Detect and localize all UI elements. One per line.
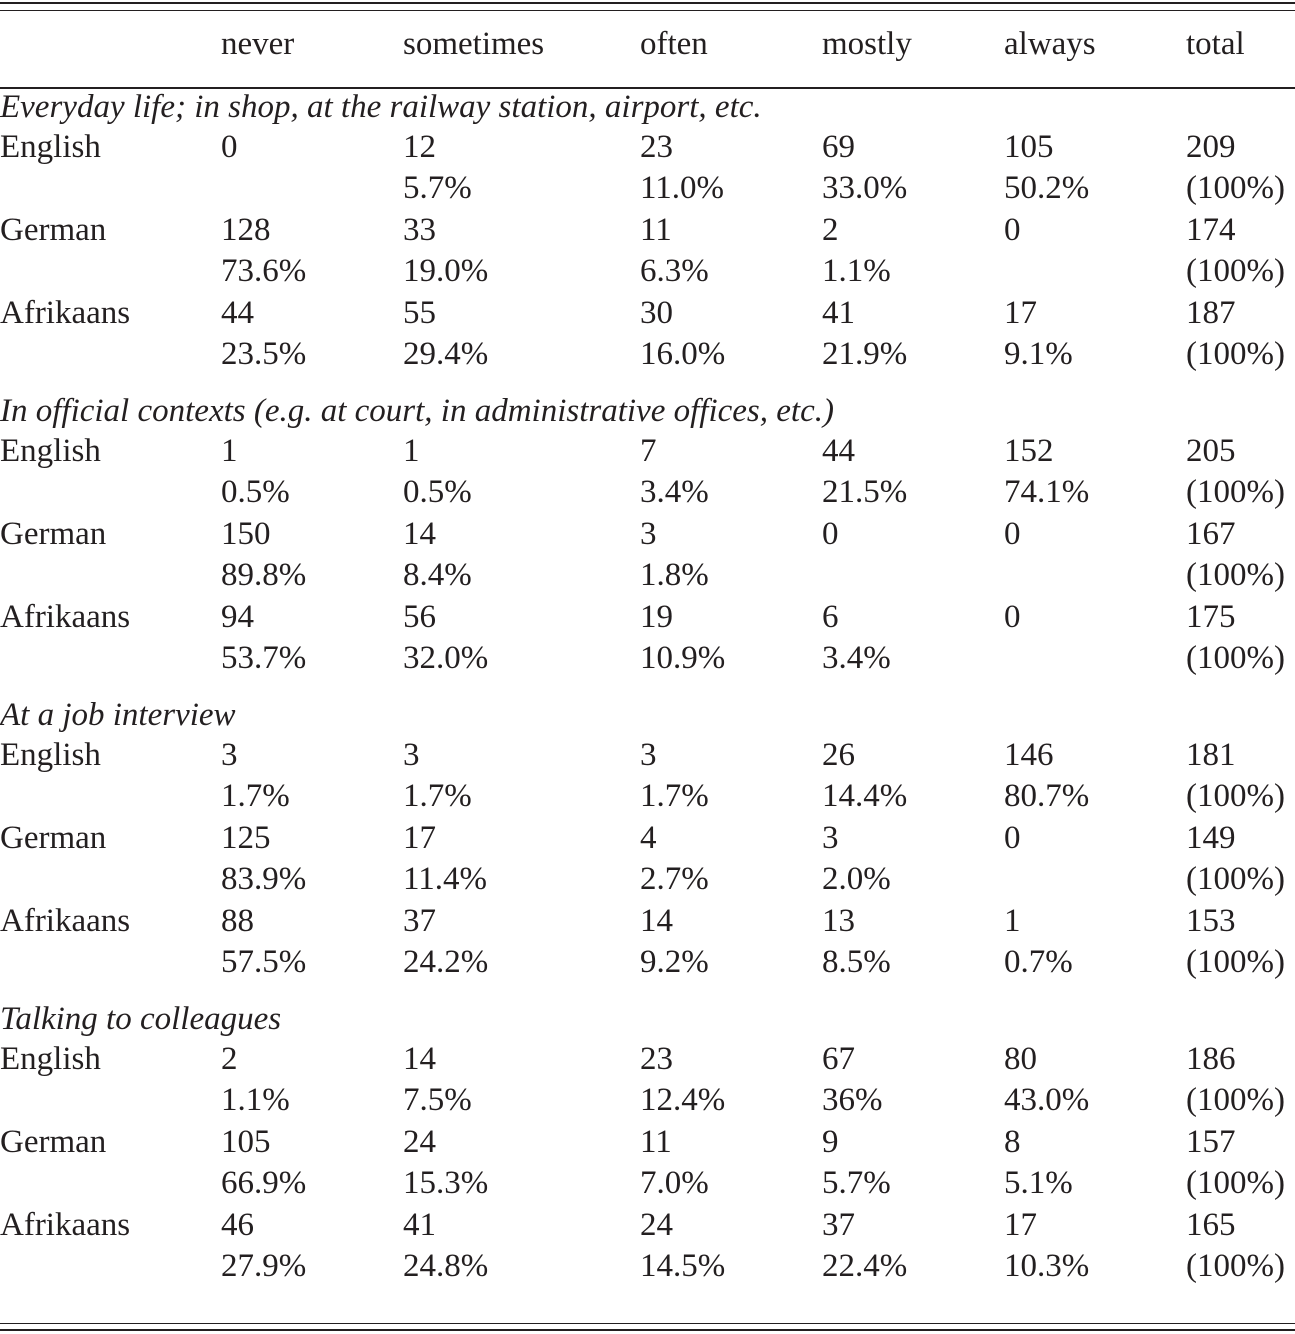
empty-cell xyxy=(0,251,221,292)
count-never: 88 xyxy=(221,903,254,939)
percent-mostly: 8.5% xyxy=(822,944,891,980)
count-total: 174 xyxy=(1186,212,1236,248)
empty-cell xyxy=(0,776,221,817)
count-sometimes: 24 xyxy=(403,1124,436,1160)
count-sometimes: 1 xyxy=(403,433,420,469)
percent-always: 74.1% xyxy=(1004,474,1090,510)
percent-mostly xyxy=(822,555,1004,596)
percent-total: (100%) xyxy=(1186,557,1285,593)
table-row-percentages xyxy=(0,472,1295,513)
count-mostly: 13 xyxy=(822,903,855,939)
table-row-counts xyxy=(0,817,1295,859)
percent-often: 10.9% xyxy=(640,640,726,676)
table-row-percentages xyxy=(0,859,1295,900)
percent-always: 50.2% xyxy=(1004,170,1090,206)
percent-sometimes: 11.4% xyxy=(403,861,488,897)
percent-never: 89.8% xyxy=(221,557,307,593)
count-mostly: 67 xyxy=(822,1041,855,1077)
count-often: 7 xyxy=(640,433,657,469)
count-never: 3 xyxy=(221,737,238,773)
percent-never: 27.9% xyxy=(221,1248,307,1284)
percent-mostly: 5.7% xyxy=(822,1165,891,1201)
count-total: 157 xyxy=(1186,1124,1236,1160)
header-often: often xyxy=(640,26,708,62)
count-mostly: 3 xyxy=(822,820,839,856)
section-gap xyxy=(0,679,1295,696)
percent-mostly: 22.4% xyxy=(822,1248,908,1284)
percent-total: (100%) xyxy=(1186,170,1285,206)
table-row-percentages xyxy=(0,555,1295,596)
table-row-percentages xyxy=(0,638,1295,679)
count-always: 0 xyxy=(1004,599,1021,635)
empty-cell xyxy=(0,638,221,679)
count-sometimes: 14 xyxy=(403,1041,436,1077)
percent-sometimes: 8.4% xyxy=(403,557,472,593)
percent-often: 7.0% xyxy=(640,1165,709,1201)
count-total: 167 xyxy=(1186,516,1236,552)
section-title: Everyday life; in shop, at the railway station, airport, etc. xyxy=(0,89,762,125)
percent-sometimes: 0.5% xyxy=(403,474,472,510)
count-always: 0 xyxy=(1004,516,1021,552)
percent-mostly: 14.4% xyxy=(822,778,908,814)
count-always: 146 xyxy=(1004,737,1054,773)
percent-always: 9.1% xyxy=(1004,336,1073,372)
percent-always xyxy=(1004,859,1186,900)
count-always: 80 xyxy=(1004,1041,1037,1077)
count-always: 152 xyxy=(1004,433,1054,469)
count-mostly: 69 xyxy=(822,129,855,165)
count-sometimes: 14 xyxy=(403,516,436,552)
section-title: At a job interview xyxy=(0,697,236,733)
percent-often: 6.3% xyxy=(640,253,709,289)
language-label: Afrikaans xyxy=(0,903,131,939)
percent-total: (100%) xyxy=(1186,1082,1285,1118)
count-never: 44 xyxy=(221,295,254,331)
empty-cell xyxy=(0,168,221,209)
table-row-counts xyxy=(0,292,1295,334)
table-row-percentages xyxy=(0,1080,1295,1121)
count-never: 94 xyxy=(221,599,254,635)
count-mostly: 37 xyxy=(822,1207,855,1243)
table-row-counts xyxy=(0,900,1295,942)
count-never: 128 xyxy=(221,212,271,248)
percent-often: 3.4% xyxy=(640,474,709,510)
percent-often: 11.0% xyxy=(640,170,725,206)
percent-often: 16.0% xyxy=(640,336,726,372)
percent-often: 1.8% xyxy=(640,557,709,593)
percent-total: (100%) xyxy=(1186,474,1285,510)
language-label: German xyxy=(0,516,107,552)
section-title-row xyxy=(0,1000,1295,1038)
gap-cell xyxy=(0,679,1295,696)
count-total: 205 xyxy=(1186,433,1236,469)
count-mostly: 2 xyxy=(822,212,839,248)
percent-always: 43.0% xyxy=(1004,1082,1090,1118)
empty-cell xyxy=(0,1080,221,1121)
percent-never: 23.5% xyxy=(221,336,307,372)
percent-sometimes: 1.7% xyxy=(403,778,472,814)
table-row-counts xyxy=(0,596,1295,638)
percent-always xyxy=(1004,251,1186,292)
count-sometimes: 17 xyxy=(403,820,436,856)
empty-cell xyxy=(0,472,221,513)
percent-total: (100%) xyxy=(1186,253,1285,289)
count-total: 187 xyxy=(1186,295,1236,331)
count-sometimes: 37 xyxy=(403,903,436,939)
percent-sometimes: 32.0% xyxy=(403,640,489,676)
header-row xyxy=(0,0,1295,88)
percent-always: 0.7% xyxy=(1004,944,1073,980)
table-row-counts xyxy=(0,1121,1295,1163)
percent-often: 14.5% xyxy=(640,1248,726,1284)
section-title-row xyxy=(0,88,1295,126)
percent-always: 5.1% xyxy=(1004,1165,1073,1201)
section-title-row xyxy=(0,392,1295,430)
table-row-counts xyxy=(0,513,1295,555)
table-row-counts xyxy=(0,209,1295,251)
header-total: total xyxy=(1186,26,1245,62)
count-mostly: 9 xyxy=(822,1124,839,1160)
percent-total: (100%) xyxy=(1186,336,1285,372)
language-label: English xyxy=(0,129,101,165)
language-label: German xyxy=(0,1124,107,1160)
table-row-percentages xyxy=(0,334,1295,375)
table-row-counts xyxy=(0,734,1295,776)
percent-sometimes: 29.4% xyxy=(403,336,489,372)
count-often: 23 xyxy=(640,1041,673,1077)
count-often: 24 xyxy=(640,1207,673,1243)
gap-cell xyxy=(0,375,1295,392)
language-label: German xyxy=(0,820,107,856)
count-sometimes: 41 xyxy=(403,1207,436,1243)
percent-never: 1.7% xyxy=(221,778,290,814)
percent-never: 83.9% xyxy=(221,861,307,897)
count-total: 153 xyxy=(1186,903,1236,939)
percent-always xyxy=(1004,638,1186,679)
percent-often: 2.7% xyxy=(640,861,709,897)
percent-mostly: 1.1% xyxy=(822,253,891,289)
header-always: always xyxy=(1004,26,1096,62)
table-row-percentages xyxy=(0,776,1295,817)
count-never: 125 xyxy=(221,820,271,856)
percent-mostly: 33.0% xyxy=(822,170,908,206)
table-row-counts xyxy=(0,1038,1295,1080)
count-often: 23 xyxy=(640,129,673,165)
count-total: 175 xyxy=(1186,599,1236,635)
table-row-counts xyxy=(0,1204,1295,1246)
count-often: 11 xyxy=(640,1124,672,1160)
count-mostly: 44 xyxy=(822,433,855,469)
count-always: 8 xyxy=(1004,1124,1021,1160)
percent-sometimes: 19.0% xyxy=(403,253,489,289)
table-row-percentages xyxy=(0,1163,1295,1204)
count-total: 186 xyxy=(1186,1041,1236,1077)
percent-total: (100%) xyxy=(1186,778,1285,814)
language-label: Afrikaans xyxy=(0,1207,131,1243)
count-never: 2 xyxy=(221,1041,238,1077)
percent-mostly: 36% xyxy=(822,1082,883,1118)
percent-never: 57.5% xyxy=(221,944,307,980)
percent-sometimes: 5.7% xyxy=(403,170,472,206)
count-sometimes: 55 xyxy=(403,295,436,331)
section-title-row xyxy=(0,696,1295,734)
percent-never: 66.9% xyxy=(221,1165,307,1201)
count-always: 17 xyxy=(1004,1207,1037,1243)
percent-always xyxy=(1004,555,1186,596)
count-never: 46 xyxy=(221,1207,254,1243)
percent-sometimes: 24.8% xyxy=(403,1248,489,1284)
percent-total: (100%) xyxy=(1186,944,1285,980)
percent-often: 9.2% xyxy=(640,944,709,980)
percent-never: 53.7% xyxy=(221,640,307,676)
count-always: 105 xyxy=(1004,129,1054,165)
count-often: 11 xyxy=(640,212,672,248)
count-often: 3 xyxy=(640,737,657,773)
empty-cell xyxy=(0,859,221,900)
percent-mostly: 2.0% xyxy=(822,861,891,897)
count-sometimes: 56 xyxy=(403,599,436,635)
percent-never: 73.6% xyxy=(221,253,307,289)
count-often: 19 xyxy=(640,599,673,635)
section-gap xyxy=(0,375,1295,392)
language-label: Afrikaans xyxy=(0,295,131,331)
table-row-percentages xyxy=(0,942,1295,983)
count-total: 149 xyxy=(1186,820,1236,856)
language-label: English xyxy=(0,737,101,773)
table-row-percentages xyxy=(0,1246,1295,1287)
count-often: 4 xyxy=(640,820,657,856)
count-never: 1 xyxy=(221,433,238,469)
count-never: 150 xyxy=(221,516,271,552)
percent-total: (100%) xyxy=(1186,640,1285,676)
language-label: English xyxy=(0,1041,101,1077)
table-row-percentages xyxy=(0,251,1295,292)
count-sometimes: 33 xyxy=(403,212,436,248)
language-label: Afrikaans xyxy=(0,599,131,635)
empty-cell xyxy=(0,942,221,983)
count-always: 1 xyxy=(1004,903,1021,939)
count-sometimes: 3 xyxy=(403,737,420,773)
percent-always: 10.3% xyxy=(1004,1248,1090,1284)
language-label: German xyxy=(0,212,107,248)
count-never: 0 xyxy=(221,129,238,165)
percent-often: 1.7% xyxy=(640,778,709,814)
empty-cell xyxy=(0,555,221,596)
count-mostly: 26 xyxy=(822,737,855,773)
table-row-counts xyxy=(0,126,1295,168)
table-row-counts xyxy=(0,430,1295,472)
header-mostly: mostly xyxy=(822,26,912,62)
percent-total: (100%) xyxy=(1186,1165,1285,1201)
percent-never: 1.1% xyxy=(221,1082,290,1118)
percent-always: 80.7% xyxy=(1004,778,1090,814)
header-blank xyxy=(0,0,221,88)
count-never: 105 xyxy=(221,1124,271,1160)
percent-sometimes: 7.5% xyxy=(403,1082,472,1118)
header-never: never xyxy=(221,26,295,62)
percent-often: 12.4% xyxy=(640,1082,726,1118)
percent-never xyxy=(221,168,403,209)
empty-cell xyxy=(0,334,221,375)
bottom-rule-thin xyxy=(0,1323,1295,1324)
percent-total: (100%) xyxy=(1186,861,1285,897)
count-total: 209 xyxy=(1186,129,1236,165)
table-row-percentages xyxy=(0,168,1295,209)
percent-never: 0.5% xyxy=(221,474,290,510)
count-mostly: 6 xyxy=(822,599,839,635)
empty-cell xyxy=(0,1163,221,1204)
header-sometimes: sometimes xyxy=(403,26,545,62)
percent-mostly: 21.5% xyxy=(822,474,908,510)
count-always: 17 xyxy=(1004,295,1037,331)
bottom-rule-thick xyxy=(0,1329,1295,1331)
percent-mostly: 3.4% xyxy=(822,640,891,676)
empty-cell xyxy=(0,1246,221,1287)
count-always: 0 xyxy=(1004,212,1021,248)
percent-total: (100%) xyxy=(1186,1248,1285,1284)
count-total: 165 xyxy=(1186,1207,1236,1243)
section-title: Talking to colleagues xyxy=(0,1001,282,1037)
count-often: 3 xyxy=(640,516,657,552)
count-often: 30 xyxy=(640,295,673,331)
count-mostly: 0 xyxy=(822,516,839,552)
gap-cell xyxy=(0,983,1295,1000)
section-gap xyxy=(0,983,1295,1000)
percent-sometimes: 15.3% xyxy=(403,1165,489,1201)
count-total: 181 xyxy=(1186,737,1236,773)
percent-mostly: 21.9% xyxy=(822,336,908,372)
percent-sometimes: 24.2% xyxy=(403,944,489,980)
section-title: In official contexts (e.g. at court, in administrative offices, etc.) xyxy=(0,393,834,429)
language-label: English xyxy=(0,433,101,469)
count-always: 0 xyxy=(1004,820,1021,856)
count-mostly: 41 xyxy=(822,295,855,331)
count-often: 14 xyxy=(640,903,673,939)
table-body xyxy=(0,88,1295,1287)
count-sometimes: 12 xyxy=(403,129,436,165)
